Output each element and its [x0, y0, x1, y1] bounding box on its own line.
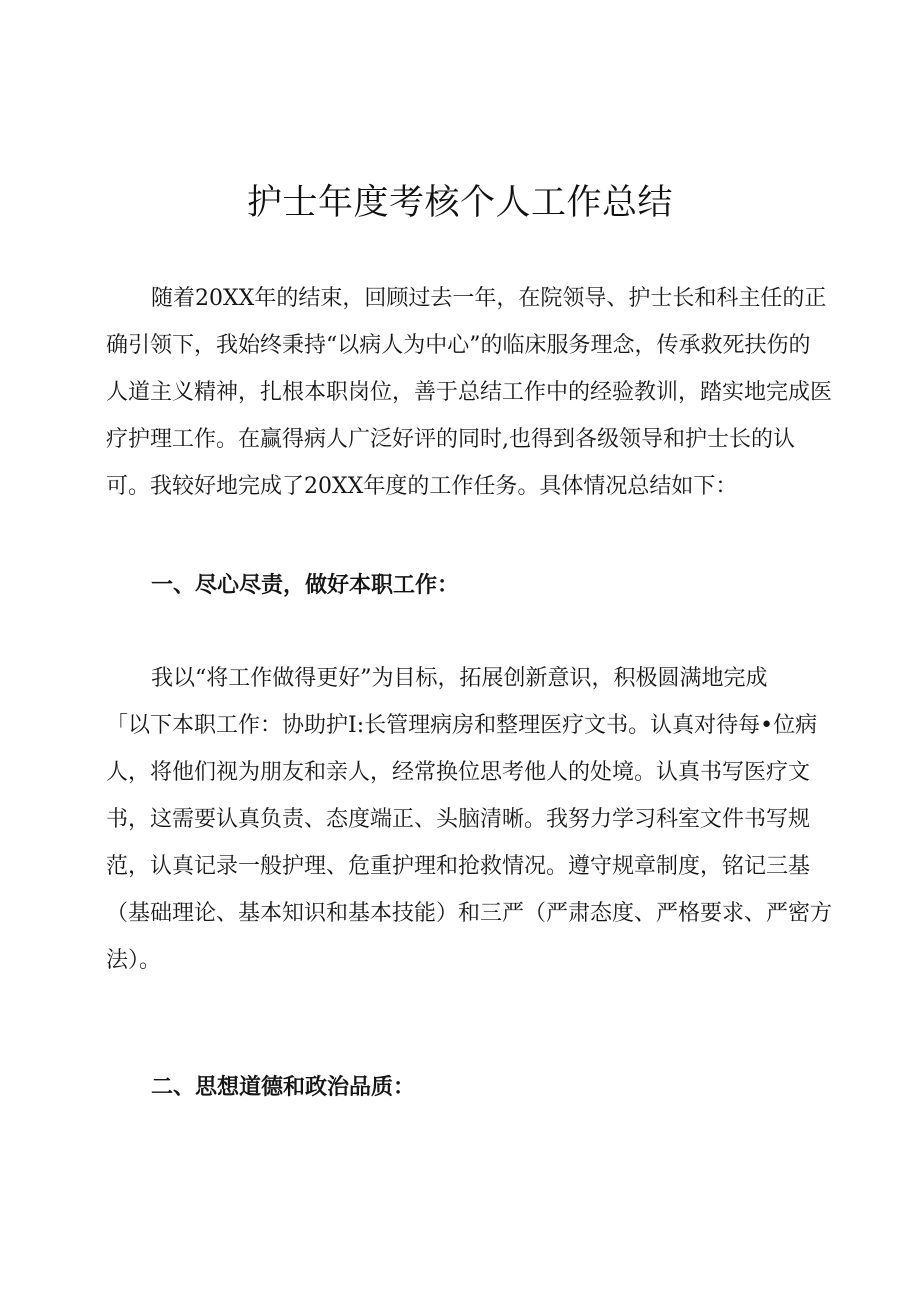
paragraph-line: 我以“将工作做得更好”为目标，拓展创新意识，积极圆满地完成 [151, 666, 768, 691]
section1-paragraph [106, 655, 833, 984]
paragraph-line: 可。我较好地完成了20XX年度的工作任务。具体情况总结如下： [106, 474, 738, 499]
document-title: 护士年度考核个人工作总结 [246, 183, 673, 223]
paragraph-line: 法）。 [106, 948, 162, 973]
section-heading-1: 一、尽心尽责，做好本职工作： [151, 572, 460, 598]
section-heading-2: 二、思想道德和政治品质： [151, 1074, 416, 1100]
paragraph-line: 书，这需要认真负责、态度端正、头脑清晰。我努力学习科室文件书写规 [106, 807, 811, 832]
intro-paragraph [106, 275, 833, 510]
paragraph-line: 随着20XX年的结束，回顾过去一年，在院领导、护士长和科主任的正 [151, 286, 827, 311]
paragraph-line: 疗护理工作。在赢得病人广泛好评的同时,也得到各级领导和护士长的认 [106, 427, 795, 452]
paragraph-line: 范，认真记录一般护理、危重护理和抢救情况。遵守规章制度，铭记三基 [106, 854, 811, 879]
paragraph-line: 确引领下，我始终秉持“以病人为中心”的临床服务理念，传承救死扶伤的 [106, 333, 811, 358]
paragraph-line: 人道主义精神，扎根本职岗位，善于总结工作中的经验教训，踏实地完成医 [106, 380, 833, 405]
paragraph-line: 人，将他们视为朋友和亲人，经常换位思考他人的处境。认真书写医疗文 [106, 760, 811, 785]
paragraph-line: 「以下本职工作：协助护I:长管理病房和整理医疗文书。认真对待每•位病 [106, 713, 818, 738]
paragraph-line: （基础理论、基本知识和基本技能）和三严（严肃态度、严格要求、严密方 [106, 901, 833, 926]
